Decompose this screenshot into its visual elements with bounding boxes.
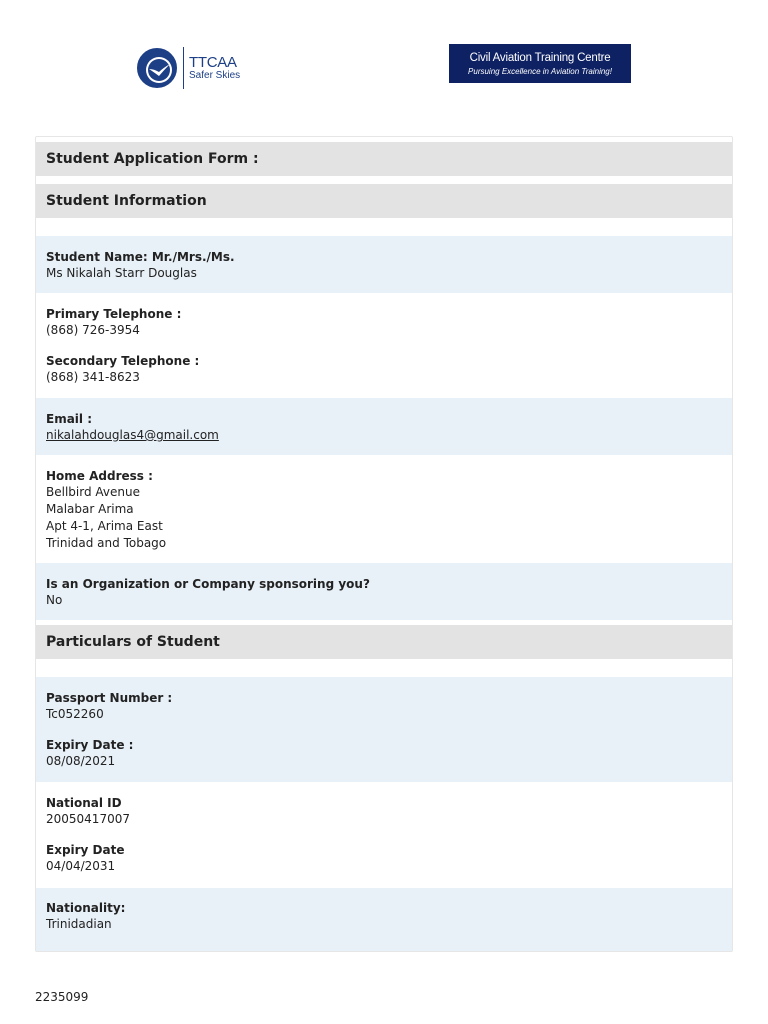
field-label: National ID bbox=[46, 796, 122, 810]
field-value: 20050417007 bbox=[46, 812, 130, 826]
field-nationality bbox=[36, 888, 732, 951]
field-value: (868) 341-8623 bbox=[46, 370, 140, 384]
field-student-name bbox=[36, 236, 732, 293]
address-line: Malabar Arima bbox=[46, 502, 134, 516]
field-home-address bbox=[36, 455, 732, 563]
field-group-national-id bbox=[36, 782, 732, 888]
field-label: Secondary Telephone : bbox=[46, 354, 200, 368]
field-value: 04/04/2031 bbox=[46, 859, 116, 873]
field-value: Tc052260 bbox=[46, 707, 104, 721]
field-label: Primary Telephone : bbox=[46, 307, 182, 321]
field-group-telephones bbox=[36, 293, 732, 398]
field-value: (868) 726-3954 bbox=[46, 323, 140, 337]
field-label: Expiry Date bbox=[46, 843, 125, 857]
ttcaa-logo bbox=[137, 44, 247, 92]
field-label: Passport Number : bbox=[46, 691, 173, 705]
address-line: Apt 4-1, Arima East bbox=[46, 519, 163, 533]
field-value: No bbox=[46, 593, 63, 607]
catc-logo-tagline: Pursuing Excellence in Aviation Training! bbox=[468, 66, 612, 76]
field-sponsorship bbox=[36, 563, 732, 620]
field-email bbox=[36, 398, 732, 455]
field-value: 08/08/2021 bbox=[46, 754, 116, 768]
field-group-passport bbox=[36, 677, 732, 782]
document-id: 2235099 bbox=[35, 990, 89, 1004]
field-label: Email : bbox=[46, 412, 93, 426]
field-label: Expiry Date : bbox=[46, 738, 134, 752]
section-header-student-information: Student Information bbox=[36, 184, 732, 218]
field-value: Ms Nikalah Starr Douglas bbox=[46, 266, 197, 280]
ttcaa-slogan: Safer Skies bbox=[189, 70, 241, 81]
section-header-particulars: Particulars of Student bbox=[36, 625, 732, 659]
field-label: Nationality: bbox=[46, 901, 126, 915]
catc-logo-title: Civil Aviation Training Centre bbox=[469, 52, 611, 64]
logo-divider bbox=[183, 47, 184, 89]
page-header bbox=[0, 0, 768, 110]
ttcaa-wordmark: TTCAA bbox=[189, 54, 237, 71]
application-form bbox=[35, 136, 733, 952]
catc-logo bbox=[449, 44, 631, 83]
form-title: Student Application Form : bbox=[36, 142, 732, 176]
field-label: Student Name: Mr./Mrs./Ms. bbox=[46, 250, 235, 264]
ttcaa-seal-icon bbox=[137, 48, 177, 88]
field-label: Is an Organization or Company sponsoring you? bbox=[46, 577, 370, 591]
address-line: Bellbird Avenue bbox=[46, 485, 140, 499]
address-line: Trinidad and Tobago bbox=[46, 536, 167, 550]
field-value: Trinidadian bbox=[46, 917, 112, 931]
field-label: Home Address : bbox=[46, 469, 153, 483]
email-link[interactable]: nikalahdouglas4@gmail.com bbox=[46, 428, 219, 442]
